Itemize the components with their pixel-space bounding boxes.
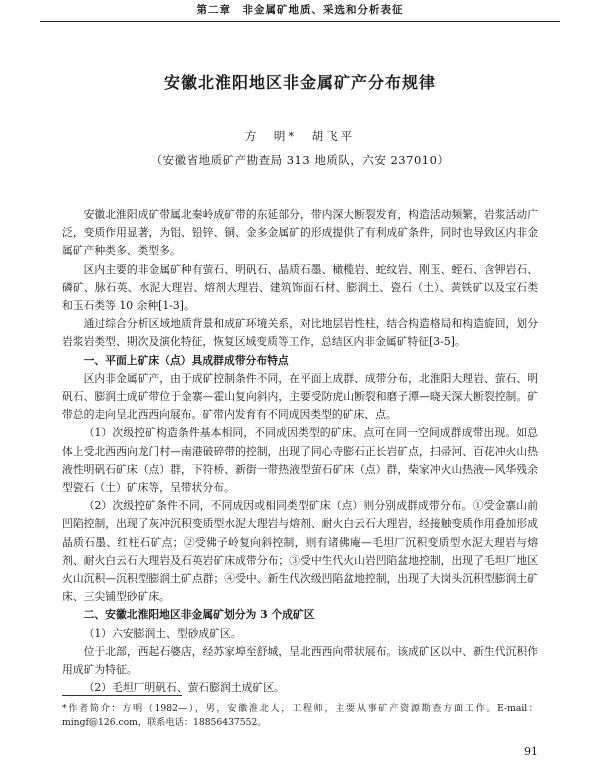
article-authors: 方 明* 胡飞平	[244, 129, 356, 143]
article-body	[62, 206, 538, 697]
intro-paragraph-3: 通过综合分析区域地质背景和成矿环境关系，对比地层岩性柱，结合构造格局和构造旋回，划分岩浆岩类型、期次及演化特征，恢复区域变质等工作，总结区内非金属矿特征[3-5]。	[62, 317, 538, 349]
section-2-heading: 二、安徽北淮阳地区非金属矿划分为 3 个成矿区	[83, 608, 315, 622]
footnote-divider	[62, 695, 182, 696]
page-number: 91	[524, 745, 538, 758]
section-1-item-2: （2）次级控矿条件不同，不同成因或相同类型矿床（点）则分别成群成带分布。①受金寨山前凹陷控制，出现了灰冲沉积变质型水泥大理岩与熔剂、耐火白云石大理岩，经接触变质作用叠加形成晶质石墨、红柱石矿点；②受佛子岭复向斜控制，则有诸佛庵—毛坦厂沉积变质型水泥大理岩与熔剂、耐火白云石大理岩及石英岩矿床成带分布；③受中生代火山岩凹陷盆地控制，出现了毛坦厂地区火山沉积—沉积型膨润土矿点群；④受中、新生代次级凹陷盆地控制，出现了大岗头沉积型膨润土矿床、三尖铺型砂矿床。	[62, 499, 538, 604]
intro-paragraph-2: 区内主要的非金属矿种有萤石、明矾石、晶质石墨、橄榄岩、蛇纹岩、刚玉、蛭石、含钾岩石、磷矿、脉石英、水泥大理岩、熔剂大理岩、建筑饰面石材、膨润土、瓷石（土）、黄铁矿以及宝石类和玉石类等 10 余种[1-3]。	[62, 262, 538, 313]
subsection-2-heading: （2）毛坦厂明矾石、萤石膨润土成矿区。	[83, 681, 285, 695]
section-1-item-1: （1）次级控矿构造条件基本相同，不同成因类型的矿床、点可在同一空间成群成带出现。如总体上受北西西向龙门村—南港破碎带的控制，出现了同心寺膨石正长岩矿点，扫帚河、百花冲火山热液性明矾石矿床（点）群，下符桥、新街一带热液型萤石矿床（点）群，柴家冲火山热液—风华残余型瓷石（土）矿床等，呈带状分布。	[62, 426, 538, 495]
section-1-intro: 区内非金属矿产，由于成矿控制条件不同，在平面上成群、成带分布，北淮阳大理岩、萤石、明矾石、膨润土成矿带位于金寨—霍山复向斜内，主要受防虎山断裂和磨子潭—晓天深大断裂控制。矿带总的走向呈北西西向展布。矿带内发育有不同成因类型的矿床、点。	[62, 371, 538, 422]
subsection-1-heading: （1）六安膨润土、型砂成矿区。	[83, 626, 242, 640]
article-title: 安徽北淮阳地区非金属矿产分布规律	[163, 73, 436, 92]
subsection-1-text: 位于北部，西起石婆店，经苏家埠至舒城，呈北西西向带状展布。该成矿区以中、新生代沉积作用成矿为特征。	[62, 644, 538, 677]
article-affiliation: （安徽省地质矿产勘查局 313 地质队，六安 237010）	[150, 153, 450, 167]
intro-paragraph-1: 安徽北淮阳成矿带属北秦岭成矿带的东延部分，带内深大断裂发育，构造活动频繁，岩浆活动广泛，变质作用显著，为铝、铅锌、铜、金多金属矿的形成提供了有利成矿条件，同时也导致区内非金属矿产种类多、类型多。	[62, 208, 538, 258]
author-footnote: *作者简介：方明（1982—），男，安徽淮北人，工程师，主要从事矿产资源勘查方面工作。E-mail：mingf@126.com，联系电话：18856437552。	[62, 703, 538, 728]
section-1-heading: 一、平面上矿床（点）具成群成带分布特点	[83, 353, 289, 367]
running-header: 第二章 非金属矿地质、采选和分析表征	[40, 2, 560, 22]
